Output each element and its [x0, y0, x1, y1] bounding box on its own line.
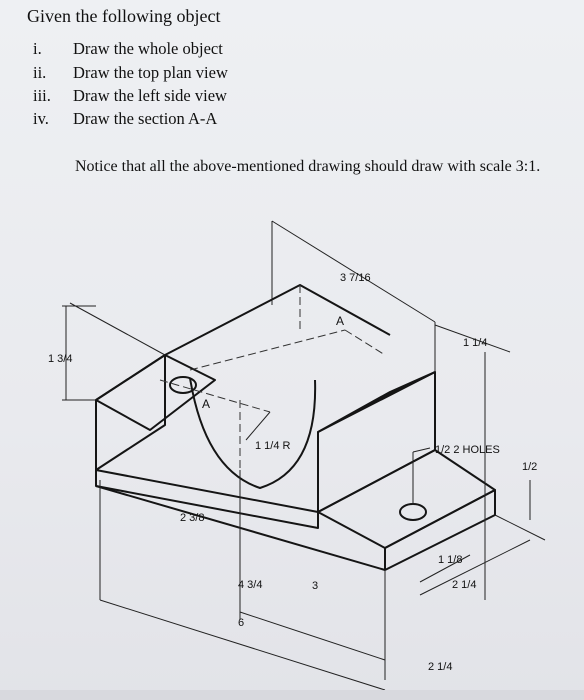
- task-text: Draw the section A-A: [73, 109, 218, 128]
- section-line: [345, 330, 385, 355]
- dim-radius: 1 1/4 R: [255, 440, 291, 452]
- leader-line: [413, 448, 430, 452]
- base-top-right: [318, 450, 495, 548]
- ext-line: [495, 515, 545, 540]
- dim-base-b: 2 1/4: [428, 661, 453, 673]
- scale-notice: Notice that all the above-mentioned drawing should draw with scale 3:1.: [75, 158, 541, 175]
- dim-line: [240, 612, 385, 660]
- dim-left-height: 1 3/4: [48, 353, 73, 365]
- task-text: Draw the top plan view: [73, 63, 228, 82]
- center-line: [190, 330, 345, 370]
- dim-base-a: 2 1/4: [452, 579, 477, 591]
- dim-eighth: 1 1/8: [438, 554, 463, 566]
- leader-line: [246, 412, 270, 440]
- section-label-top: A: [336, 314, 345, 328]
- dim-depth-left: 2 3/8: [180, 512, 205, 524]
- dim-six: 6: [238, 617, 245, 629]
- heading: Given the following object: [27, 6, 221, 26]
- left-block-top: [96, 355, 215, 430]
- section-label-left: A: [202, 397, 211, 411]
- dim-top-width: 3 7/16: [340, 272, 371, 284]
- hole-right: [400, 504, 426, 520]
- dim-line: [100, 600, 385, 690]
- task-text: Draw the whole object: [73, 39, 223, 58]
- right-block-front: [318, 372, 435, 512]
- center-line: [160, 380, 270, 412]
- top-back-edge: [165, 285, 390, 355]
- ext-line: [70, 303, 165, 355]
- task-number: iv.: [33, 109, 49, 128]
- taskbar-strip: [0, 690, 584, 700]
- dim-right-height: 1/2: [522, 461, 538, 473]
- dim-right-offset: 1 1/4: [463, 337, 488, 349]
- left-block-front: [96, 355, 165, 470]
- task-number: ii.: [33, 63, 47, 82]
- task-text: Draw the left side view: [73, 86, 227, 105]
- task-number: i.: [33, 39, 42, 58]
- dim-holes: 1/2 2 HOLES: [435, 444, 500, 456]
- dim-three: 3: [312, 580, 319, 592]
- dim-mid: 4 3/4: [238, 579, 263, 591]
- task-number: iii.: [33, 86, 51, 105]
